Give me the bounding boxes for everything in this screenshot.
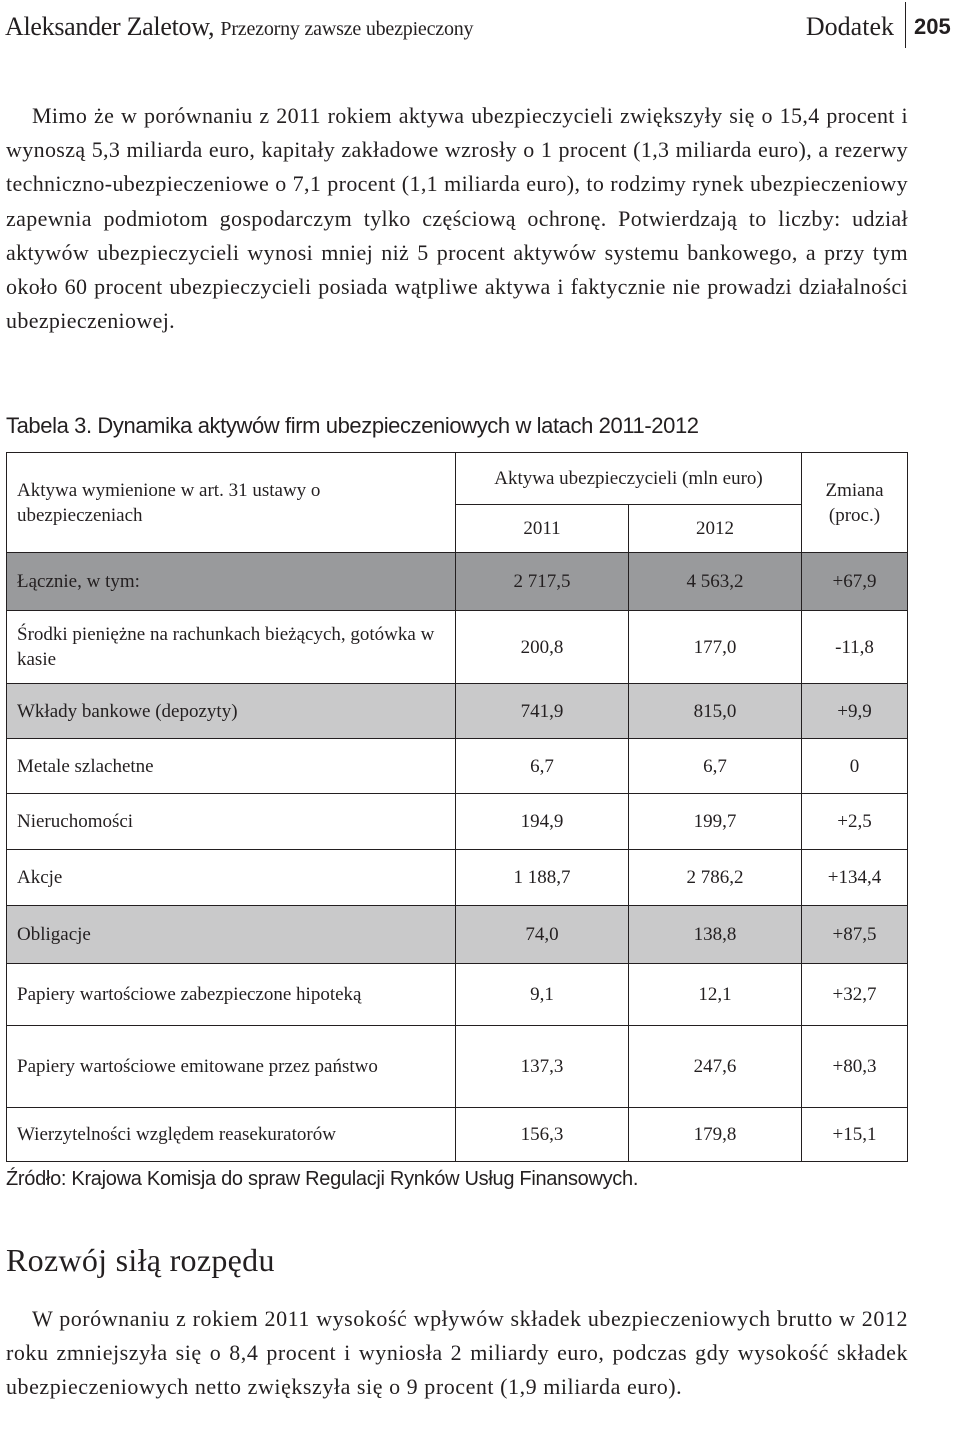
col-header-change: Zmiana (proc.): [802, 453, 908, 553]
table-row: [7, 1108, 908, 1162]
row-label: Papiery wartościowe emitowane przez państwo: [7, 1026, 456, 1108]
value-2012: 138,8: [629, 906, 802, 964]
value-2011: 1 188,7: [456, 850, 629, 906]
row-label: Wkłady bankowe (depozyty): [7, 684, 456, 739]
value-change: +9,9: [802, 684, 908, 739]
table-caption: Tabela 3. Dynamika aktywów firm ubezpieczeniowych w latach 2011-2012: [6, 413, 699, 438]
header-author: Aleksander Zaletow,: [5, 12, 215, 41]
row-label: Nieruchomości: [7, 794, 456, 850]
table-row: [7, 850, 908, 906]
page-header: [0, 0, 960, 56]
table-row: [7, 794, 908, 850]
table-row: [7, 1026, 908, 1108]
value-2012: 815,0: [629, 684, 802, 739]
table-row: [7, 553, 908, 611]
value-change: 0: [802, 739, 908, 794]
value-change: -11,8: [802, 611, 908, 684]
value-change: +134,4: [802, 850, 908, 906]
value-2011: 741,9: [456, 684, 629, 739]
paragraph-premiums: W porównaniu z rokiem 2011 wysokość wpływów składek ubezpieczeniowych brutto w 2012 roku zmniejszyła się o 8,4 procent i wyniosła 2 miliardy euro, podczas gdy wysokość składek ubezpieczeniowych netto zwiększyła się o 9 procent (1,9 miliarda euro).: [6, 1306, 908, 1400]
col-header-assets: Aktywa wymienione w art. 31 ustawy o ubezpieczeniach: [7, 453, 456, 553]
paragraph-intro: Mimo że w porównaniu z 2011 rokiem aktywa ubezpieczycieli zwiększyły się o 15,4 procent i wynoszą 5,3 miliarda euro, kapitały zakładowe wzrosły o 1 procent (1,3 miliarda euro), a rezerwy techniczno-ubezpieczeniowe o 7,1 procent (1,1 miliarda euro), to rodzimy rynek ubezpieczeniowy zapewnia podmiotom gospodarczym tylko częściową ochronę. Potwierdzają to liczby: udział aktywów ubezpieczycieli wynosi mniej niż 5 procent aktywów systemu bankowego, a przy tym około 60 procent ubezpieczycieli posiada wątpliwe aktywa i faktycznie nie prowadzi działalności ubezpieczeniowej.: [6, 103, 908, 334]
value-change: +80,3: [802, 1026, 908, 1108]
value-2012: 177,0: [629, 611, 802, 684]
row-label: Wierzytelności względem reasekuratorów: [7, 1108, 456, 1162]
table-row: [7, 964, 908, 1026]
value-change: +32,7: [802, 964, 908, 1026]
row-label: Łącznie, w tym:: [7, 553, 456, 611]
value-2011: 137,3: [456, 1026, 629, 1108]
value-2011: 9,1: [456, 964, 629, 1026]
value-2012: 199,7: [629, 794, 802, 850]
header-article-title: Przezorny zawsze ubezpieczony: [220, 18, 474, 40]
table-source-note: Źródło: Krajowa Komisja do spraw Regulacji Rynków Usług Finansowych.: [6, 1168, 639, 1190]
row-label: Środki pieniężne na rachunkach bieżących, gotówka w kasie: [7, 611, 456, 684]
value-2012: 247,6: [629, 1026, 802, 1108]
value-change: +67,9: [802, 553, 908, 611]
col-header-2011: 2011: [456, 505, 629, 553]
value-2011: 6,7: [456, 739, 629, 794]
value-2011: 156,3: [456, 1108, 629, 1162]
header-section: Dodatek: [805, 12, 894, 41]
value-2011: 74,0: [456, 906, 629, 964]
page-number: 205: [914, 14, 951, 39]
table-row: [7, 684, 908, 739]
assets-table: [6, 452, 908, 1162]
value-2011: 194,9: [456, 794, 629, 850]
value-2011: 200,8: [456, 611, 629, 684]
running-head-left: [5, 12, 473, 42]
value-change: +2,5: [802, 794, 908, 850]
row-label: Metale szlachetne: [7, 739, 456, 794]
row-label: Papiery wartościowe zabezpieczone hipoteką: [7, 964, 456, 1026]
header-divider: [905, 2, 906, 48]
value-2012: 179,8: [629, 1108, 802, 1162]
table-row: [7, 611, 908, 684]
table-row: [7, 739, 908, 794]
section-heading: Rozwój siłą rozpędu: [6, 1242, 275, 1278]
value-2012: 4 563,2: [629, 553, 802, 611]
row-label: Obligacje: [7, 906, 456, 964]
value-2012: 2 786,2: [629, 850, 802, 906]
value-change: +15,1: [802, 1108, 908, 1162]
col-header-2012: 2012: [629, 505, 802, 553]
value-2012: 12,1: [629, 964, 802, 1026]
value-2011: 2 717,5: [456, 553, 629, 611]
value-change: +87,5: [802, 906, 908, 964]
col-header-group: Aktywa ubezpieczycieli (mln euro): [456, 453, 802, 505]
table-row: [7, 906, 908, 964]
value-2012: 6,7: [629, 739, 802, 794]
row-label: Akcje: [7, 850, 456, 906]
